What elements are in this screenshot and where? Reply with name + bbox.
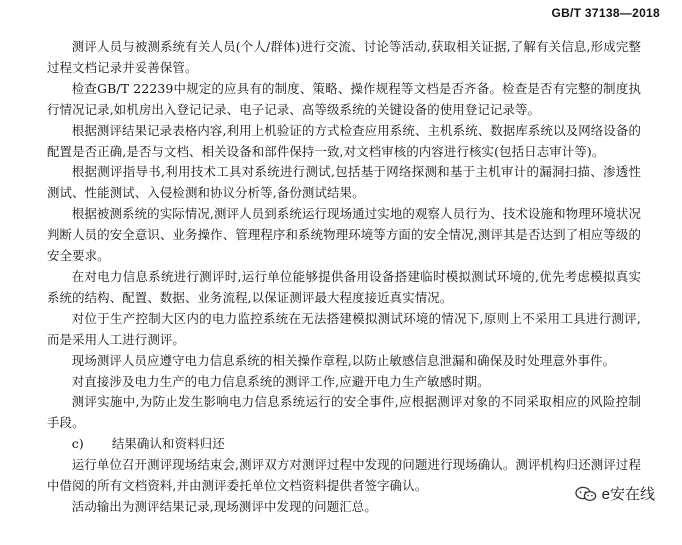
paragraph: 对位于生产控制大区内的电力监控系统在无法搭建模拟测试环境的情况下,原则上不采用工具进行测评,而是采用人工进行测评。 <box>47 310 641 347</box>
watermark-text: e安在线 <box>601 486 655 503</box>
paragraph: 运行单位召开测评现场结束会,测评双方对测评过程中发现的问题进行现场确认。测评机构归还测评过程中借阅的所有文档资料,并由测评委托单位文档资料提供者签字确认。 <box>47 457 641 494</box>
paragraph: 根据测评结果记录表格内容,利用上机验证的方式检查应用系统、主机系统、数据库系统以及网络设备的配置是否正确,是否与文档、相关设备和部件保持一致,对文档审核的内容进行核实(包括日志审计等)。 <box>47 122 641 159</box>
standard-number-header: GB/T 37138—2018 <box>551 6 660 20</box>
paragraph: 根据测评指导书,利用技术工具对系统进行测试,包括基于网络探测和基于主机审计的漏洞扫描、渗透性测试、性能测试、入侵检测和协议分析等,备份测试结果。 <box>47 164 641 201</box>
paragraph: 测评实施中,为防止发生影响电力信息系统运行的安全事件,应根据测评对象的不同采取相应的风险控制手段。 <box>47 394 641 431</box>
paragraph: 测评人员与被测系统有关人员(个人/群体)进行交流、讨论等活动,获取相关证据,了解有关信息,形成完整过程文档记录并妥善保管。 <box>47 39 641 75</box>
paragraph: 对直接涉及电力生产的电力信息系统的测评工作,应避开电力生产敏感时期。 <box>71 373 490 389</box>
section-heading <box>47 434 641 455</box>
paragraph: 活动输出为测评结果记录,现场测评中发现的问题汇总。 <box>71 498 377 514</box>
paragraph: 根据被测系统的实际情况,测评人员到系统运行现场通过实地的观察人员行为、技术设施和物理环境状况判断人员的安全意识、业务操作、管理程序和系统物理环境等方面的安全情况,测评其是否达到了相应等级的安全要求。 <box>47 206 641 264</box>
section-marker: c) <box>71 436 84 452</box>
wechat-icon <box>575 486 597 502</box>
paragraph: 检查GB/T 22239中规定的应具有的制度、策略、操作规程等文档是否齐备。检查是否有完整的制度执行情况记录,如机房出入登记记录、电子记录、高等级系统的关键设备的使用登记记录等。 <box>47 80 641 117</box>
paragraph: 现场测评人员应遵守电力信息系统的相关操作章程,以防止敏感信息泄漏和确保及时处理意外事件。 <box>71 352 616 368</box>
watermark <box>572 482 658 505</box>
section-title: 结果确认和资料归还 <box>111 436 225 452</box>
paragraph: 在对电力信息系统进行测评时,运行单位能够提供备用设备搭建临时模拟测试环境的,优先考虑模拟真实系统的结构、配置、数据、业务流程,以保证测评最大程度接近真实情况。 <box>47 268 641 305</box>
document-body <box>47 37 641 518</box>
